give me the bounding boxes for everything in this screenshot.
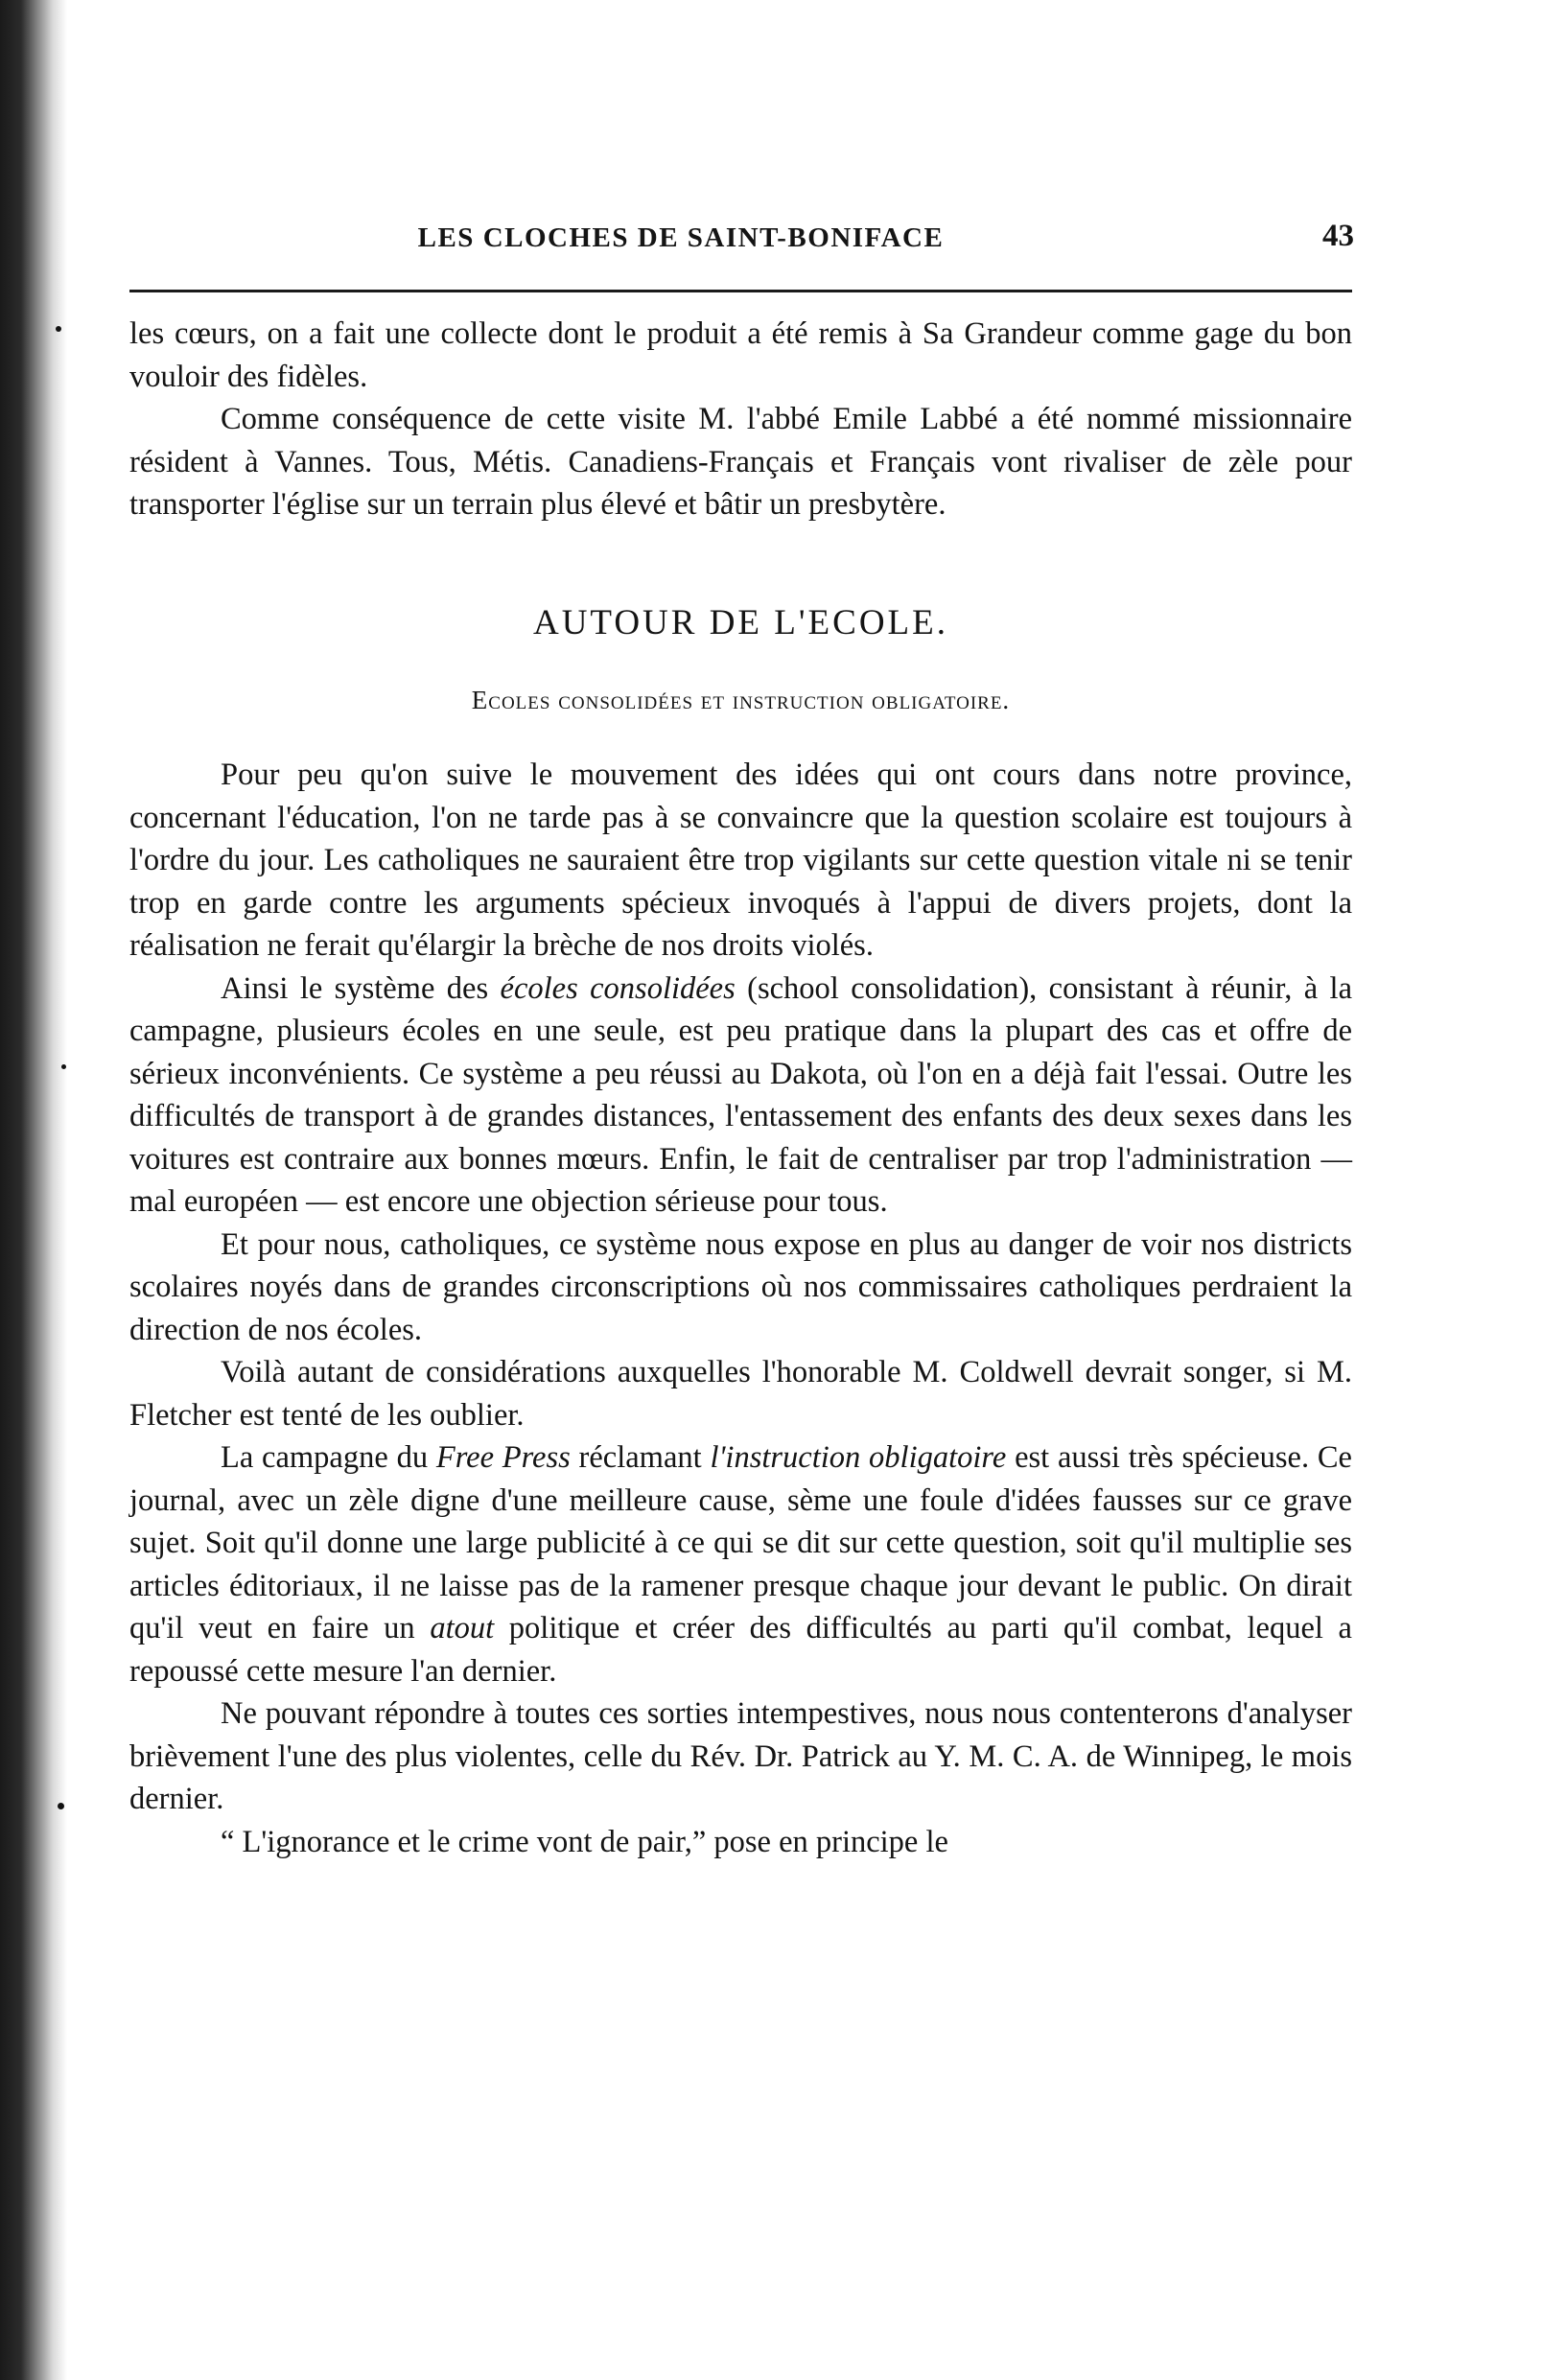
running-title: LES CLOCHES DE SAINT-BONIFACE <box>417 222 945 253</box>
paragraph <box>129 968 1352 1224</box>
italic-term: l'instruction obligatoire <box>710 1440 1007 1475</box>
paragraph: Ne pouvant répondre à toutes ces sorties intempestives, nous nous contenterons d'analyser brièvement l'une des plus violentes, celle du Rév. Dr. Patrick au Y. M. C. A. de Winnipeg, le mois dernier. <box>129 1696 1352 1816</box>
scan-speck <box>58 1803 64 1809</box>
italic-term: Free Press <box>435 1440 571 1475</box>
scan-speck <box>61 1064 66 1069</box>
paragraph: Voilà autant de considérations auxquelles l'honorable M. Coldwell devrait songer, si M. Fletcher est tenté de les oublier. <box>129 1355 1352 1433</box>
paragraph: les cœurs, on a fait une collecte dont le produit a été remis à Sa Grandeur comme gage du bon vouloir des fidèles. <box>129 316 1352 394</box>
text-run: politique et créer des difficultés au parti qu'il combat, lequel a repoussé cette mesure l'an dernier. <box>129 1611 1352 1689</box>
page-number: 43 <box>1322 219 1354 253</box>
running-header <box>129 219 1352 267</box>
text-run: (school consolidation), consistant à réunir, à la campagne, plusieurs écoles en une seule, est peu pratique dans la plupart des cas et offre de sérieux inconvénients. Ce système a peu réussi au Dakota, où l'on en a déjà fait l'essai. Outre les difficultés de transport à de grandes distances, l'entassement des enfants des deux sexes dans les voitures est contraire aux bonnes mœurs. Enfin, le fait de centraliser par trop l'administration — mal européen — est encore une objection sérieuse pour tous. <box>129 970 1352 1219</box>
paragraph: Comme conséquence de cette visite M. l'abbé Emile Labbé a été nommé missionnaire résident à Vannes. Tous, Métis. Canadiens-Français et Français vont rivaliser de zèle pour transporter l'église sur un terrain plus élevé et bâtir un presbytère. <box>129 402 1352 522</box>
section-body <box>129 754 1352 1863</box>
book-binding-shadow <box>0 0 67 2380</box>
book-page <box>129 0 1352 2380</box>
section-subheading: Ecoles consolidées et instruction obligatoire. <box>471 686 1011 714</box>
paragraph: “ L'ignorance et le crime vont de pair,” pose en principe le <box>221 1824 948 1859</box>
text-run: est aussi très spécieuse. Ce journal, avec un zèle digne d'une meilleure cause, sème une foule d'idées fausses sur ce grave sujet. Soit qu'il donne une large publicité à ce qui se dit sur cette question, soit qu'il multiplie ses articles éditoriaux, il ne laisse pas de la ramener presque chaque jour devant le public. On dirait qu'il veut en faire un <box>129 1440 1352 1645</box>
scan-speck <box>56 326 61 332</box>
paragraph: Et pour nous, catholiques, ce système nous expose en plus au danger de voir nos districts scolaires noyés dans de grandes circonscriptions où nos commissaires catholiques perdraient la direction de nos écoles. <box>129 1226 1352 1347</box>
header-rule <box>129 290 1352 292</box>
text-run: La campagne du <box>221 1440 436 1475</box>
paragraph <box>129 1436 1352 1692</box>
text-run: Ainsi le système des <box>221 970 501 1006</box>
italic-term: écoles consolidées <box>500 970 736 1006</box>
section-heading: AUTOUR DE L'ECOLE. <box>532 603 949 642</box>
italic-term: atout <box>430 1611 495 1645</box>
continued-text <box>129 313 1352 526</box>
paragraph: Pour peu qu'on suive le mouvement des idées qui ont cours dans notre province, concernant l'éducation, l'on ne tarde pas à se convaincre que la question scolaire est toujours à l'ordre du jour. Les catholiques ne sauraient être trop vigilants sur cette question vitale ni se tenir trop en garde contre les arguments spécieux invoqués à l'appui de divers projets, dont la réalisation ne ferait qu'élargir la brèche de nos droits violés. <box>129 758 1352 963</box>
text-run: réclamant <box>570 1440 711 1475</box>
